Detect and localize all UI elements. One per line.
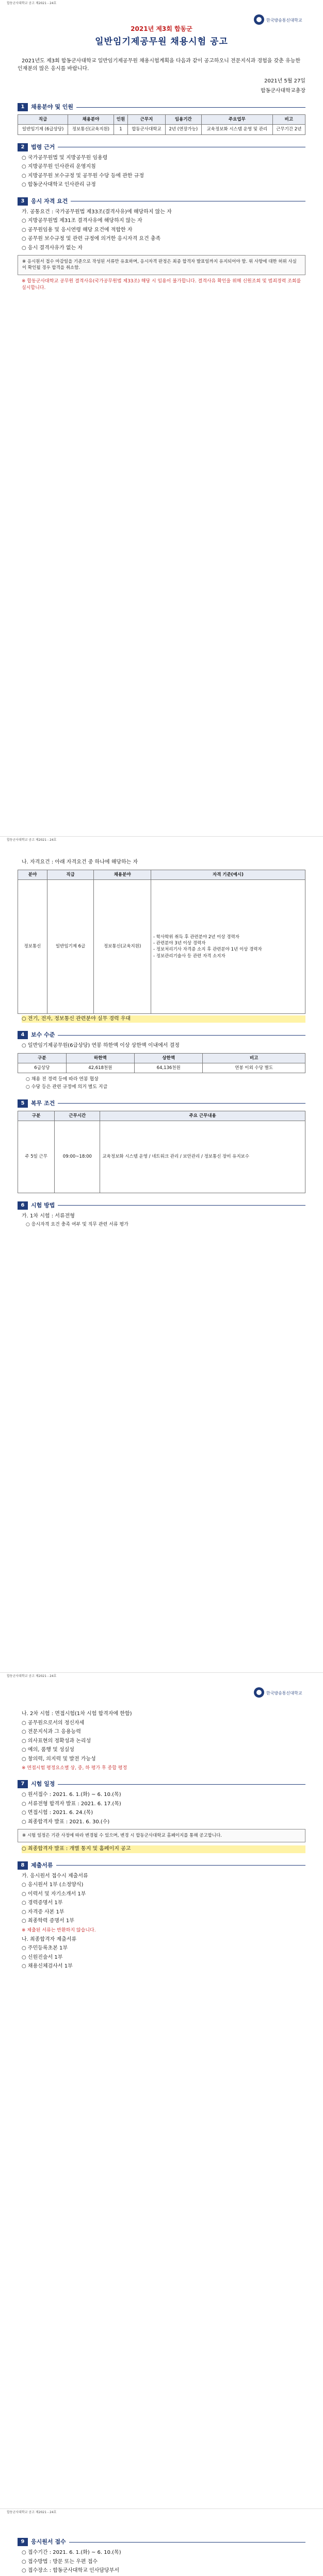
list-item: ○ 수당 등은 관련 규정에 의거 별도 지급 [26, 1084, 108, 1090]
list-item: ○ 주민등록초본 1부 [22, 1945, 68, 1952]
highlight-note: ○ 최종합격자 발표 : 개별 통지 및 홈페이지 공고 [22, 1845, 305, 1853]
common-req: 가. 공통요건 : 국가공무원법 제33조(결격사유)에 해당하지 않는 자 [22, 209, 172, 215]
list-item: ○ 접수기간 : 2021. 6. 1.(화) ~ 6. 10.(목) [22, 2550, 121, 2555]
list-item: ○ 응시원서 1부 (소정양식) [22, 1882, 84, 1888]
running-header: 합동군사대학교 공고 제2021 - 24호 [7, 838, 57, 842]
list-item: ○ 응시자격 요건 충족 여부 및 직무 관련 서류 평가 [26, 1222, 128, 1228]
list-item: ○ 채용 전 경력 등에 따라 연봉 협상 [26, 1077, 99, 1082]
duty-table: 구분 근무시간 주요 근무내용 주 5일 근무 09:00~18:00 교육정보화 시스템 운영 / 네트워크 관리 / 보안관리 / 정보통신 장비 유지보수 [18, 1111, 305, 1193]
title-year: 2021년 제3회 합동군 [131, 25, 192, 32]
qualification-table: 분야 직급 채용분야 자격 기준(예시) 정보통신 일반임기제 6급 정보통신(교육지원) - 학사학위 취득 후 관련분야 2년 이상 경력자 - 관련분야 3년 이상 경력자 - 정보처리기사 자격증 소지 후 관련분야 1년 이상 경력자 - 정보관리기술사 등 관련 자격 소지자 [18, 870, 305, 1014]
page-title: 일반임기제공무원 채용시험 공고 [95, 37, 228, 47]
list-item: ○ 경력증명서 1부 [22, 1900, 63, 1906]
list-item: ○ 전문지식과 그 응용능력 [22, 1729, 81, 1735]
docs-1: 가. 응시원서 접수시 제출서류 [22, 1873, 88, 1879]
schedule-list [18, 1791, 305, 1826]
list-item: ○ 채용신체검사서 1부 [22, 1963, 73, 1970]
notice-box: ※ 시험 일정은 기관 사정에 따라 변경될 수 있으며, 변경 시 합동군사대학교 홈페이지를 통해 공고합니다. [18, 1829, 305, 1842]
list-item: ○ 예의, 품행 및 성실성 [22, 1747, 74, 1753]
highlight-note: ○ 전기, 전자, 정보통신 관련분야 실무 경력 우대 [22, 1015, 305, 1023]
salary-text: ○ 일반임기제공무원(6급상당) 연봉 하한액 이상 상한액 이내에서 결정 [22, 1043, 180, 1049]
table-header: 근무지 [128, 115, 165, 125]
red-note: ※ 제출된 서류는 반환하지 않습니다. [22, 1927, 96, 1933]
application-list [18, 2549, 305, 2575]
list-item: ○ 이력서 및 자기소개서 1부 [22, 1891, 86, 1897]
list-item: ○ 합동군사대학교 인사관리 규정 [22, 182, 96, 188]
section-number: 1 [18, 103, 28, 111]
list-item: ○ 접수장소 : 합동군사대학교 인사담당부서 [22, 2568, 120, 2573]
legal-basis-list [18, 155, 305, 189]
notice-box: ※ 응시원서 접수 마감일을 기준으로 작성된 서류만 유효하며, 응시자격 판정은 최종 합격자 발표일까지 유지되어야 함. 위 사항에 대한 허위 사실이 확인될 경우 합격을 취소함. [18, 255, 305, 275]
running-header: 합동군사대학교 공고 제2021 - 24호 [7, 1674, 57, 1678]
issuer: 합동군사대학교총장 [261, 88, 305, 94]
section-3-header: 3 응시 자격 요건 [18, 197, 305, 206]
table-header: 인원 [114, 115, 128, 125]
exam-1: 가. 1차 시험 : 서류전형 [22, 1213, 75, 1219]
running-header: 합동군사대학교 공고 제2021 - 24호 [7, 2511, 57, 2514]
table-header: 채용분야 [68, 115, 114, 125]
final-docs-list [18, 1945, 305, 1971]
list-item: ○ 지방공무원 보수규정 및 공무원 수당 등에 관한 규정 [22, 173, 144, 179]
positions-table [18, 114, 305, 135]
table-header: 주요업무 [202, 115, 273, 125]
table-row: 일반임기제 (6급상당) 정보통신(교육지원) 1 합동군사대학교 2년 (연장가능) 교육정보화 시스템 운영 및 관리 근무기간 2년 [18, 125, 305, 134]
page-1 [0, 0, 323, 836]
section-9-header: 9 응시원서 접수 [18, 2538, 305, 2546]
exam-2: 나. 2차 시험 : 면접시험(1차 시험 합격자에 한함) [22, 1711, 132, 1717]
svg-text:한국방송통신대학교: 한국방송통신대학교 [266, 1691, 302, 1696]
list-item: ○ 공무원임용 및 응시연령 해당 요건에 적합한 자 [22, 227, 133, 233]
list-item: ○ 공무원 보수규정 및 관련 규정에 의거한 응시자격 요건 충족 [22, 236, 161, 242]
qualification-req: 나. 자격요건 : 아래 자격요건 중 하나에 해당하는 자 [22, 859, 138, 865]
section-2-header: 2 법령 근거 [18, 143, 305, 151]
section-1-header [18, 103, 305, 111]
logo-text: 한국방송통신대학교 [266, 18, 302, 23]
section-5-header: 5 복무 조건 [18, 1099, 305, 1108]
common-req-list [18, 217, 305, 252]
table-row: 주 5일 근무 09:00~18:00 교육정보화 시스템 운영 / 네트워크 관리 / 보안관리 / 정보통신 장비 유지보수 [18, 1121, 305, 1193]
section-8-header: 8 제출서류 [18, 1861, 305, 1870]
interview-criteria [18, 1720, 305, 1764]
list-item: ○ 자격증 사본 1부 [22, 1909, 64, 1915]
university-logo [253, 1682, 310, 1703]
running-header: 합동군사대학교 공고 제2021 - 24호 [7, 2, 57, 5]
section-6-header: 6 시험 방법 [18, 1201, 305, 1210]
list-item: ○ 지방공무원 인사관리 운영지침 [22, 164, 96, 170]
table-header: 직급 [18, 115, 68, 125]
list-item: ○ 창의력, 의지력 및 발전 가능성 [22, 1756, 96, 1762]
list-item: ○ 응시 결격사유가 없는 자 [22, 245, 83, 251]
table-row: 정보통신 일반임기제 6급 정보통신(교육지원) - 학사학위 취득 후 관련분야 2년 이상 경력자 - 관련분야 3년 이상 경력자 - 정보처리기사 자격증 소지 후 관련분야 1년 이상 경력자 - 정보관리기술사 등 관련 자격 소지자 [18, 879, 305, 1013]
list-item: ○ 서류전형 합격자 발표 : 2021. 6. 17.(목) [22, 1801, 121, 1807]
section-4-header: 4 보수 수준 [18, 1031, 305, 1039]
list-item: ○ 의사표현의 정확성과 논리성 [22, 1738, 91, 1744]
list-item: ○ 원서접수 : 2021. 6. 1.(화) ~ 6. 10.(목) [22, 1792, 121, 1798]
announce-date: 2021년 5월 27일 [264, 78, 305, 84]
table-header: 비고 [272, 115, 305, 125]
list-item: ○ 최종합격자 발표 : 2021. 6. 30.(수) [22, 1819, 110, 1825]
page-3 [0, 1672, 323, 2509]
table-header: 임용기간 [165, 115, 201, 125]
docs-2: 나. 최종합격자 제출서류 [22, 1936, 77, 1942]
list-item: ○ 공무원으로서의 정신자세 [22, 1720, 85, 1726]
docs-list [18, 1882, 305, 1925]
page-4 [0, 2509, 323, 2576]
list-item: ○ 지방공무원법 제31조 결격사유에 해당하지 않는 자 [22, 218, 142, 224]
intro-text: 2021년도 제3회 합동군사대학교 일반임기제공무원 채용시험계획을 다음과 같이 공고하오니 전문지식과 경험을 갖춘 유능한 인재분의 많은 응시를 바랍니다. [18, 58, 301, 72]
section-7-header: 7 시험 일정 [18, 1780, 305, 1788]
list-item: ○ 국가공무원법 및 지방공무원 임용령 [22, 155, 108, 161]
list-item: ○ 최종학력 증명서 1부 [22, 1918, 74, 1924]
table-row: 6급상당 42,618천원 64,136천원 연봉 이외 수당 별도 [18, 1063, 305, 1073]
red-note: ※ 합동군사대학교 공무원 결격사유(국가공무원법 제33조) 해당 시 임용이 불가합니다. 결격사유 확인을 위해 신원조회 및 범죄경력 조회를 실시합니다. [22, 278, 301, 291]
salary-table: 구분 하한액 상한액 비고 6급상당 42,618천원 64,136천원 연봉 이외 수당 별도 [18, 1053, 305, 1074]
list-item: ○ 면접시험 : 2021. 6. 24.(목) [22, 1810, 93, 1816]
red-note: ※ 면접시험 평정요소별 상, 중, 하 평가 후 종합 평정 [22, 1766, 127, 1771]
page-2 [0, 836, 323, 1672]
section-title: 채용분야 및 인원 [31, 104, 74, 111]
list-item: ○ 접수방법 : 방문 또는 우편 접수 [22, 2558, 98, 2565]
list-item: ○ 신원진술서 1부 [22, 1954, 63, 1960]
